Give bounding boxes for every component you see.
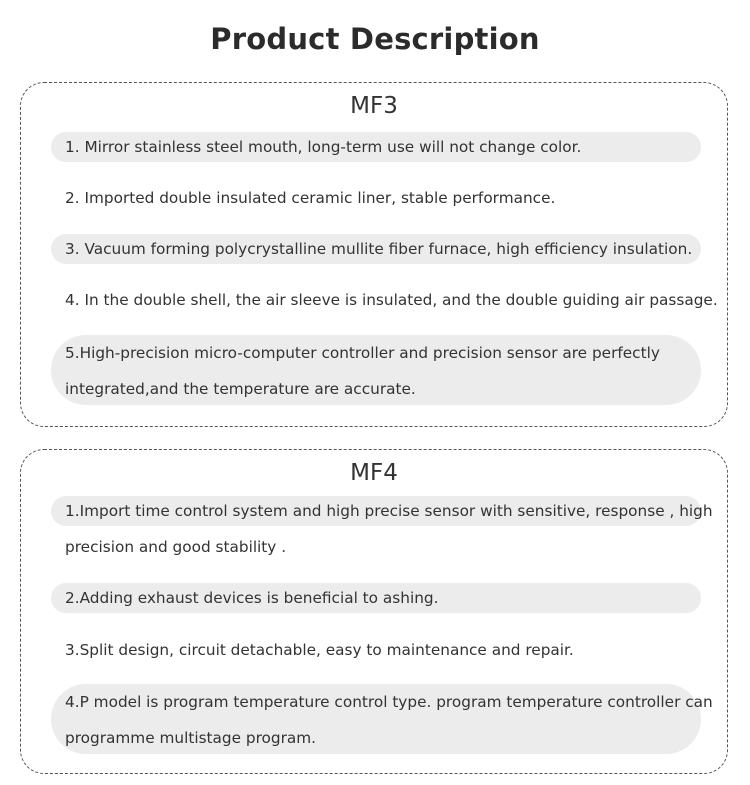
section-title-mf3: MF3	[350, 93, 398, 119]
list-item	[51, 684, 713, 754]
page-title: Product Description	[210, 22, 540, 56]
list-item	[51, 496, 713, 566]
item-text: 4. In the double shell, the air sleeve is insulated, and the double guiding air passage.	[65, 291, 718, 309]
section-mf3	[20, 82, 728, 427]
item-text-line-2: programme multistage program.	[65, 729, 317, 747]
item-text-line-1: 5.High-precision micro-computer controller and precision sensor are perfectly	[65, 344, 660, 362]
item-text: 3. Vacuum forming polycrystalline mullite fiber furnace, high efficiency insulation.	[65, 240, 693, 258]
item-text: 2.Adding exhaust devices is beneficial to ashing.	[65, 589, 439, 607]
list-item	[51, 285, 718, 315]
item-text-line-1: 1.Import time control system and high precise sensor with sensitive, response , high	[65, 502, 713, 520]
list-item	[51, 234, 701, 264]
list-item	[51, 335, 701, 405]
list-item	[51, 583, 701, 613]
list-item	[51, 183, 701, 213]
list-item	[51, 132, 701, 162]
item-text-line-2: precision and good stability .	[65, 538, 287, 556]
list-item	[51, 635, 701, 665]
item-text-line-1: 4.P model is program temperature control type. program temperature controller can	[65, 693, 713, 711]
item-text: 3.Split design, circuit detachable, easy to maintenance and repair.	[65, 641, 574, 659]
section-mf4	[20, 449, 728, 774]
section-title-mf4: MF4	[350, 460, 398, 486]
item-text: 1. Mirror stainless steel mouth, long-term use will not change color.	[65, 138, 582, 156]
item-text: 2. Imported double insulated ceramic liner, stable performance.	[65, 189, 556, 207]
item-text-line-2: integrated,and the temperature are accurate.	[65, 380, 416, 398]
